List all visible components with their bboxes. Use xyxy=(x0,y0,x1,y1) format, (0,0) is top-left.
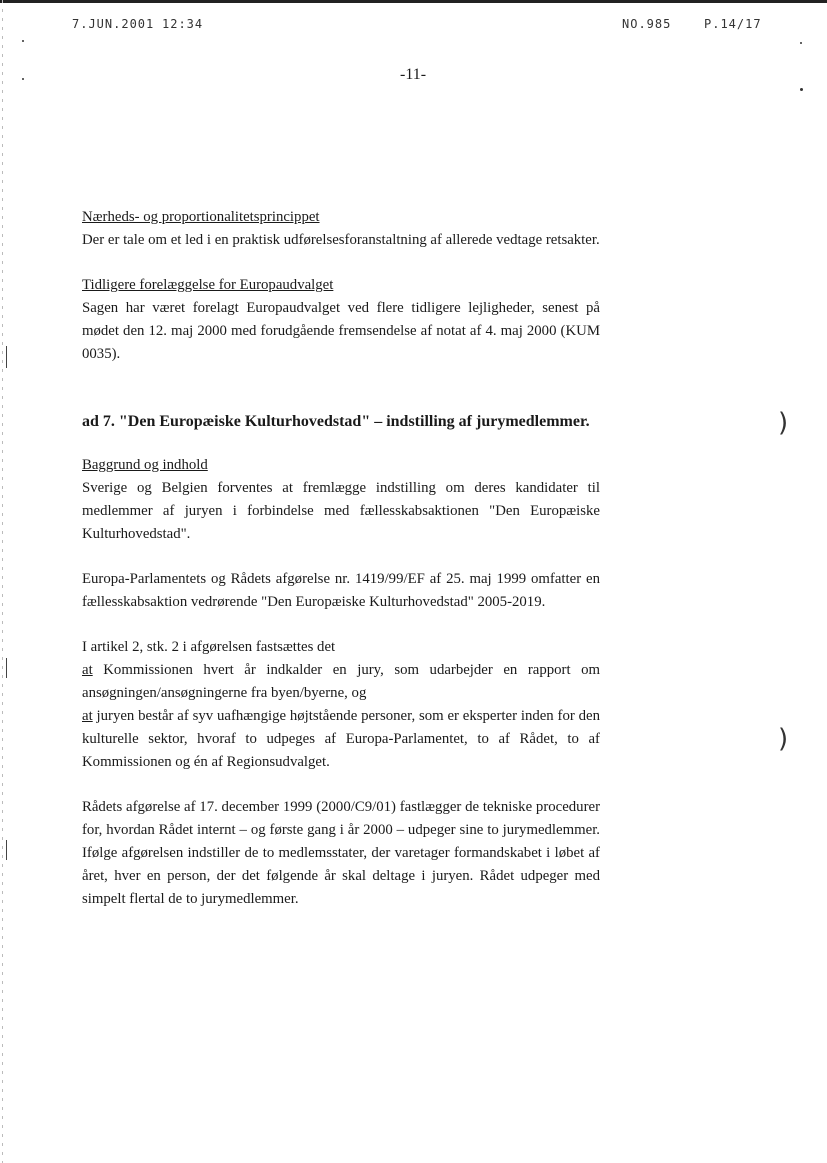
left-margin-mark xyxy=(6,840,7,860)
page-number: -11- xyxy=(400,66,427,83)
article-item-2 xyxy=(82,705,600,774)
left-edge-trace xyxy=(2,0,3,1163)
document-body xyxy=(82,206,600,933)
top-border-line xyxy=(0,0,827,3)
paragraph-article-2 xyxy=(82,636,600,774)
scan-speck xyxy=(22,40,24,42)
article-item-2-marker: at xyxy=(82,708,93,724)
fax-header-date: 7.JUN.2001 xyxy=(72,17,155,31)
agenda-item-title: ad 7. "Den Europæiske Kulturhovedstad" – indstilling af jurymedlemmer. xyxy=(82,413,590,430)
scan-speck xyxy=(800,88,803,91)
section-heading-previous-submission: Tidligere forelæggelse for Europaudvalget xyxy=(82,277,334,293)
scan-speck xyxy=(800,42,802,44)
left-margin-mark xyxy=(6,346,7,368)
section-text-previous-submission: Sagen har været forelagt Europaudvalget ved flere tidligere lejligheder, senest på mødet den 12. maj 2000 med forudgående fremsendelse af notat af 4. maj 2000 (KUM 0035). xyxy=(82,300,600,362)
fax-header-page: P.14/17 xyxy=(704,17,762,31)
section-heading-proportionality: Nærheds- og proportionalitetsprincippet xyxy=(82,209,320,225)
article-item-1 xyxy=(82,659,600,705)
paragraph-decision-1419: Europa-Parlamentets og Rådets afgørelse nr. 1419/99/EF af 25. maj 1999 omfatter en fællesskabsaktion vedrørende "Den Europæiske Kulturhovedstad" 2005-2019. xyxy=(82,571,600,610)
article-intro: I artikel 2, stk. 2 i afgørelsen fastsættes det xyxy=(82,639,336,655)
article-item-2-text: juryen består af syv uafhængige højtstående personer, som er eksperter inden for den kulturelle sektor, hvoraf to udpeges af Europa-Parlamentet, to af Rådet, to af Kommissionen og én af Regionsudvalget. xyxy=(82,708,600,770)
fax-header-time: 12:34 xyxy=(162,17,204,31)
section-text-proportionality: Der er tale om et led i en praktisk udførelsesforanstaltning af allerede vedtage retsakter. xyxy=(82,232,600,248)
scan-speck xyxy=(22,78,24,80)
section-heading-background: Baggrund og indhold xyxy=(82,457,208,473)
margin-bracket-mark: ) xyxy=(778,724,789,754)
paragraph-council-decision: Rådets afgørelse af 17. december 1999 (2000/C9/01) fastlægger de tekniske procedurer for, hvordan Rådet internt – og første gang i år 2000 – udpeger sine to jurymedlemmer. Ifølge afgørelsen indstiller de to medlemsstater, der varetager formandskabet i løbet af året, hver en person, der det følgende år skal deltage i juryen. Rådet udpeger med simpelt flertal de to jurymedlemmer. xyxy=(82,799,600,907)
article-item-1-text: Kommissionen hvert år indkalder en jury, som udarbejder en rapport om ansøgningen/ansøgningerne fra byen/byerne, og xyxy=(82,662,601,701)
section-text-background: Sverige og Belgien forventes at fremlægge indstilling om deres kandidater til medlemmer af juryen i forbindelse med fællesskabsaktionen "Den Europæiske Kulturhovedstad". xyxy=(82,480,600,542)
fax-header-number: NO.985 xyxy=(622,17,672,31)
margin-bracket-mark: ) xyxy=(778,408,789,438)
left-margin-mark xyxy=(6,658,7,678)
article-item-1-marker: at xyxy=(82,662,93,678)
